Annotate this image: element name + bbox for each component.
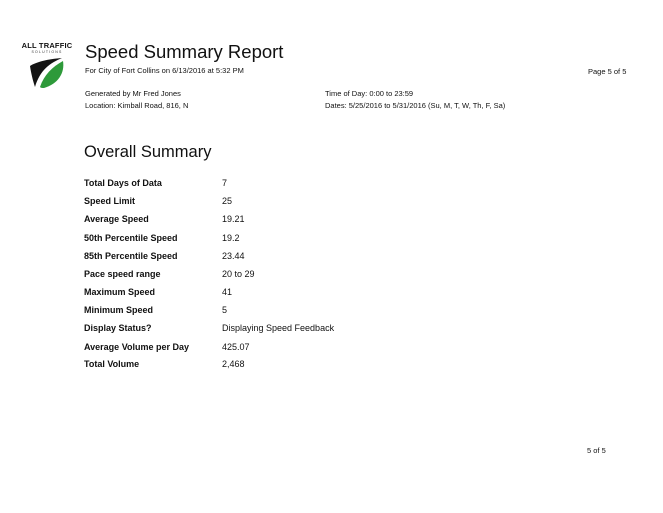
summary-row [84,178,484,192]
summary-row [84,359,484,373]
summary-value: Displaying Speed Feedback [222,323,335,333]
time-of-day: Time of Day: 0:00 to 23:59 [325,89,414,98]
summary-value: 425.07 [222,342,250,352]
summary-label: Pace speed range [84,269,161,279]
logo-name: ALL TRAFFIC [21,41,73,50]
logo-tagline: SOLUTIONS [31,50,63,54]
summary-label: Maximum Speed [84,287,156,297]
summary-row [84,305,484,319]
summary-row [84,196,484,210]
summary-value: 2,468 [222,359,245,369]
summary-label: Average Speed [84,214,149,224]
summary-label: Average Volume per Day [84,342,190,352]
summary-value: 19.21 [222,214,245,224]
summary-row [84,342,484,356]
report-subtitle: For City of Fort Collins on 6/13/2016 at 5:32 PM [85,66,244,75]
summary-value: 25 [222,196,233,206]
summary-row [84,233,484,247]
summary-label: Total Volume [84,359,140,369]
summary-label: 85th Percentile Speed [84,251,178,261]
location: Location: Kimball Road, 816, N [85,101,189,110]
summary-value: 20 to 29 [222,269,255,279]
summary-label: 50th Percentile Speed [84,233,178,243]
summary-label: Display Status? [84,323,152,333]
summary-value: 23.44 [222,251,245,261]
summary-row [84,287,484,301]
summary-value: 5 [222,305,228,315]
summary-label: Total Days of Data [84,178,162,188]
company-logo [17,41,77,91]
report-title: Speed Summary Report [85,41,284,62]
footer-page-number: 5 of 5 [587,446,606,455]
summary-row [84,251,484,265]
section-title: Overall Summary [84,143,212,161]
summary-row [84,323,484,337]
generated-by: Generated by Mr Fred Jones [85,89,181,98]
summary-label: Minimum Speed [84,305,154,315]
summary-row [84,269,484,283]
summary-row [84,214,484,228]
summary-value: 7 [222,178,228,188]
summary-value: 19.2 [222,233,240,243]
road-leaf-icon [28,57,66,89]
date-range: Dates: 5/25/2016 to 5/31/2016 (Su, M, T, W, Th, F, Sa) [325,101,506,110]
summary-label: Speed Limit [84,196,136,206]
page-indicator: Page 5 of 5 [588,67,627,76]
summary-value: 41 [222,287,233,297]
